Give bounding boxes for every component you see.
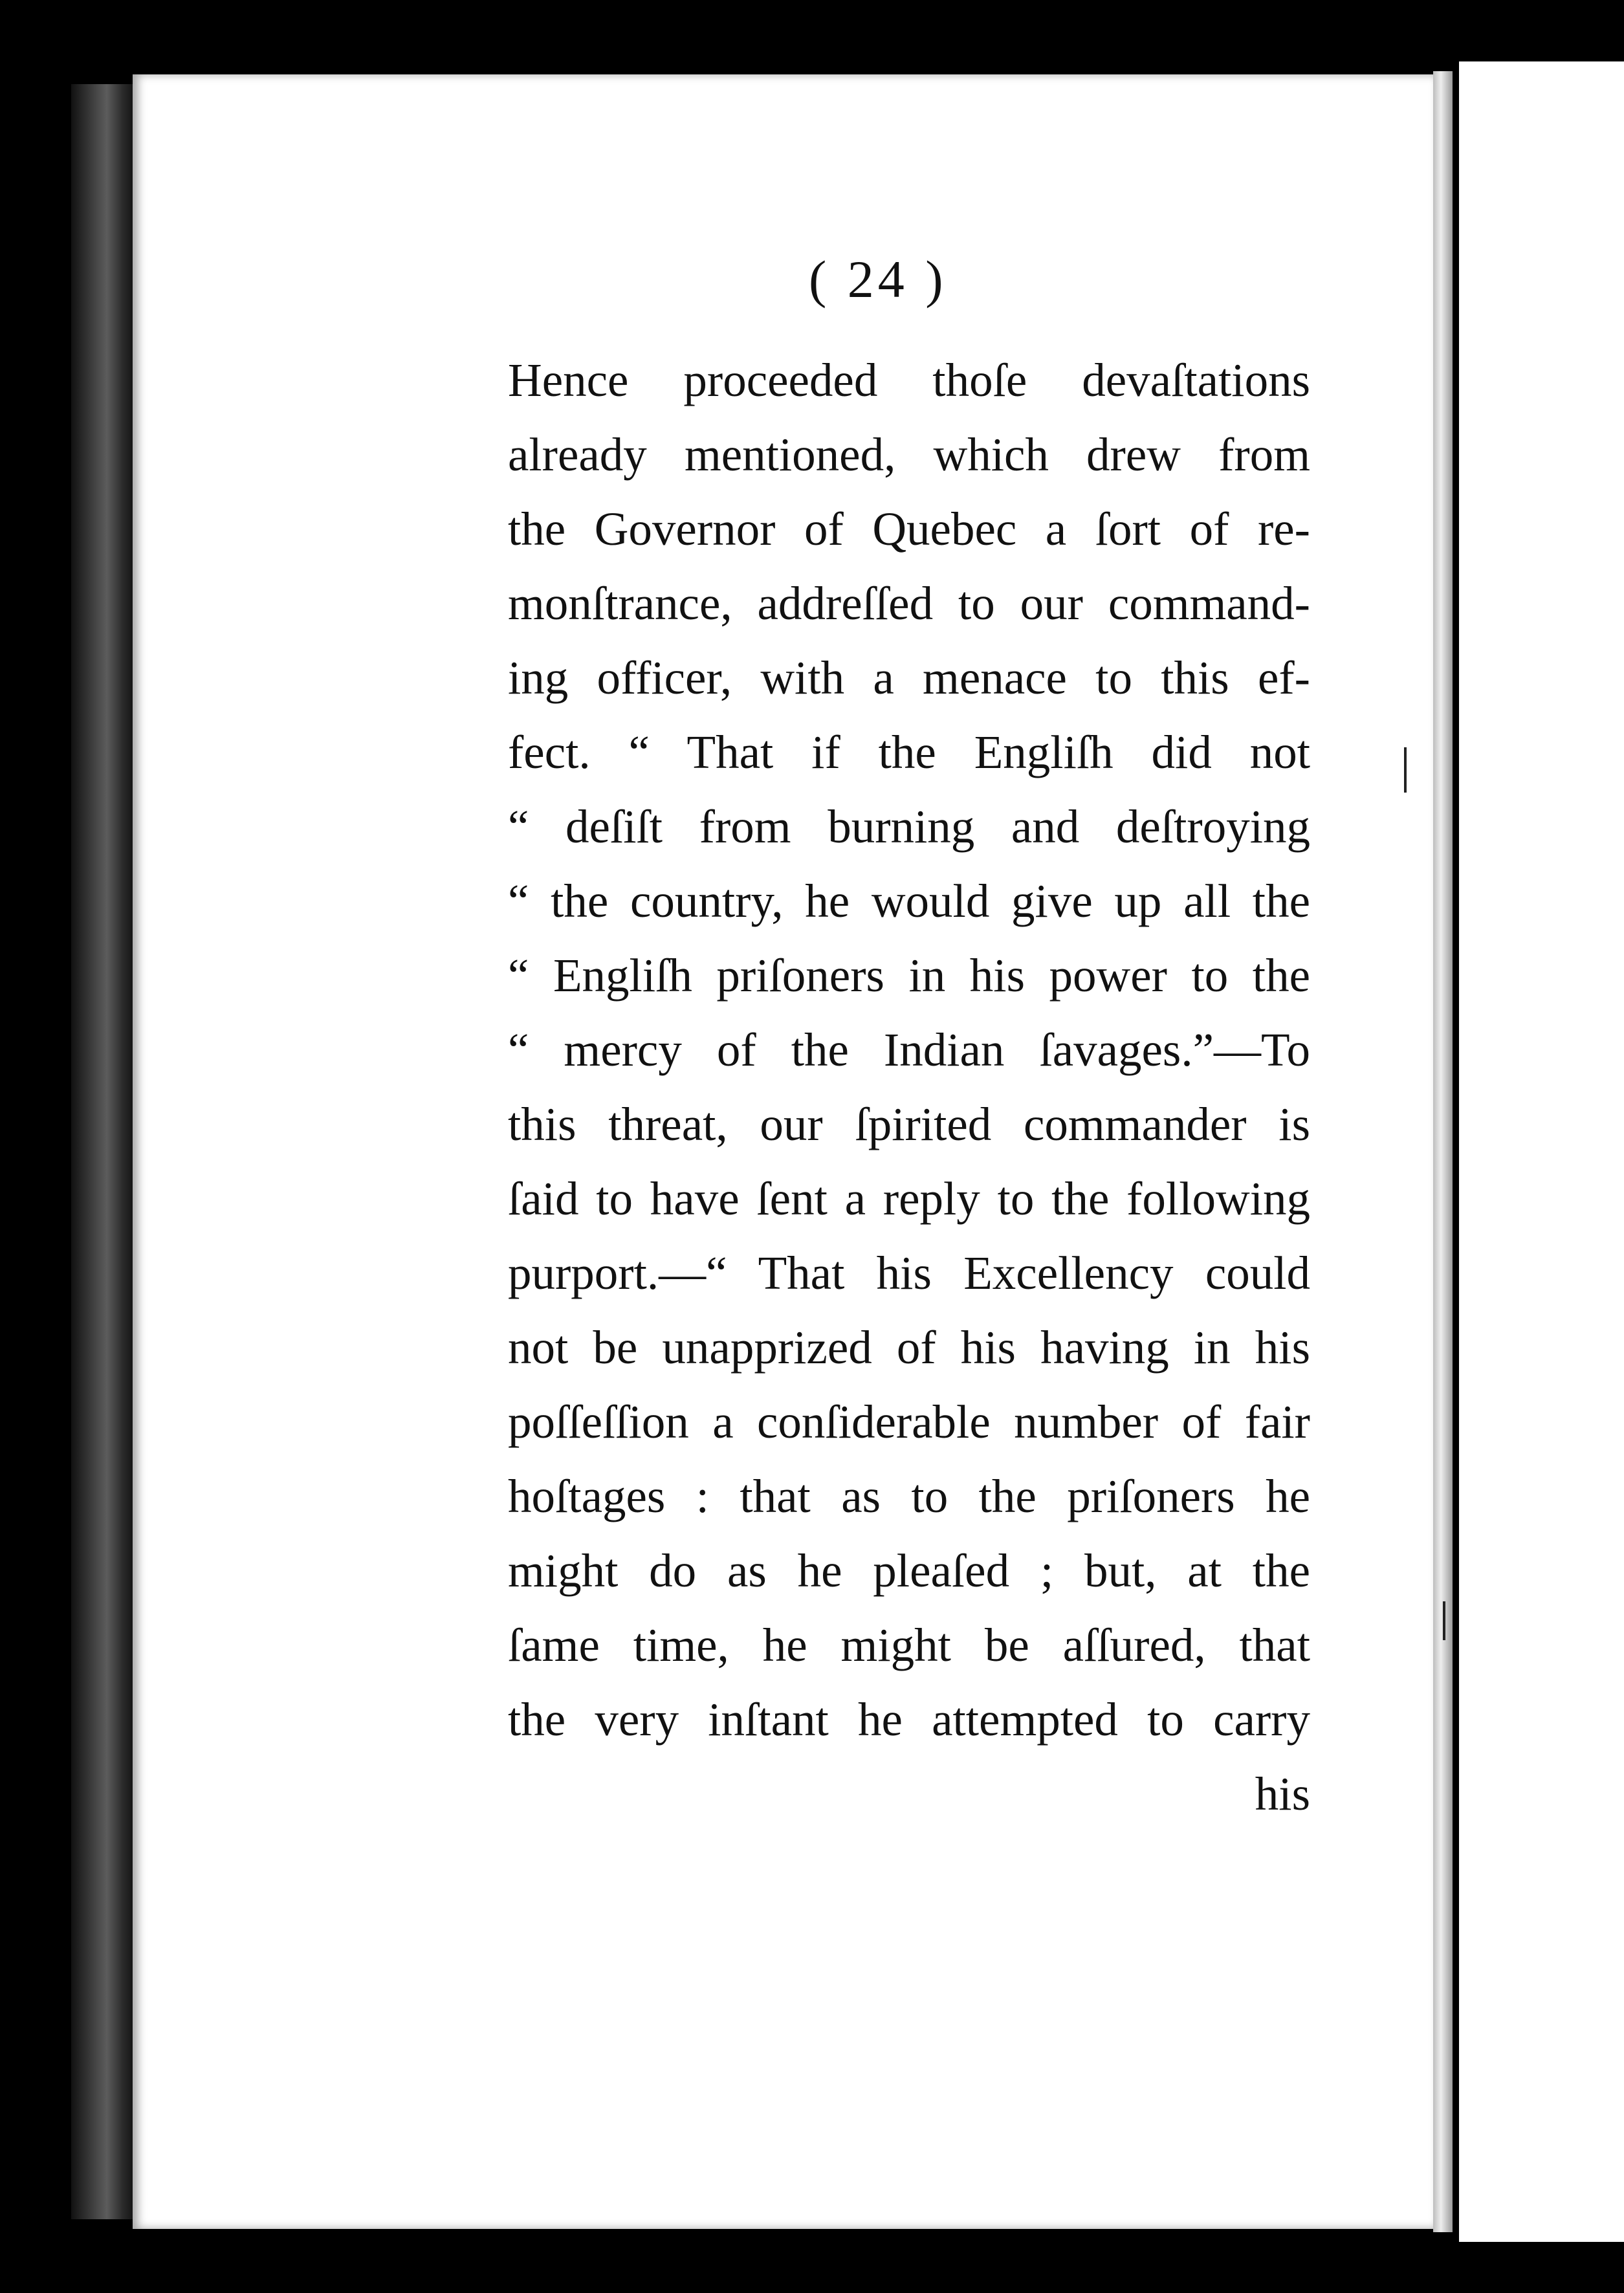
text-line: ſame time, he might be aſſured, that (508, 1619, 1310, 1671)
text-line: poſſeſſion a conſiderable number of fair (508, 1396, 1310, 1448)
text-line: hoſtages : that as to the priſoners he (508, 1470, 1310, 1522)
book-spine (71, 84, 136, 2219)
facing-page (1459, 61, 1624, 2242)
text-line: ing officer, with a menace to this ef- (508, 652, 1310, 704)
text-line: the very inſtant he attempted to carry (508, 1693, 1310, 1746)
text-line: this threat, our ſpirited commander is (508, 1098, 1310, 1150)
text-line: ſaid to have ſent a reply to the following (508, 1172, 1310, 1225)
text-line: Hence proceeded thoſe devaſtations (508, 354, 1310, 406)
text-line: fect. “ That if the Engliſh did not (508, 726, 1310, 778)
text-line: already mentioned, which drew from (508, 428, 1310, 481)
text-line: the Governor of Quebec a ſort of re- (508, 503, 1310, 555)
text-line: “ mercy of the Indian ſavages.”—To (508, 1024, 1310, 1076)
speck-mark (1443, 1601, 1445, 1640)
speck-mark (1404, 747, 1407, 793)
text-line: “ Engliſh priſoners in his power to the (508, 949, 1310, 1002)
text-line: monſtrance, addreſſed to our command- (508, 577, 1310, 630)
page-gutter-edge (1433, 71, 1453, 2232)
text-line: might do as he pleaſed ; but, at the (508, 1544, 1310, 1597)
body-text (508, 343, 1310, 1831)
text-line: “ deſiſt from burning and deſtroying (508, 800, 1310, 853)
catchword: his (1255, 1768, 1310, 1820)
page-number: ( 24 ) (809, 250, 947, 309)
text-line: “ the country, he would give up all the (508, 875, 1310, 927)
text-line: not be unapprized of his having in his (508, 1321, 1310, 1374)
text-line: purport.—“ That his Excellency could (508, 1247, 1310, 1299)
